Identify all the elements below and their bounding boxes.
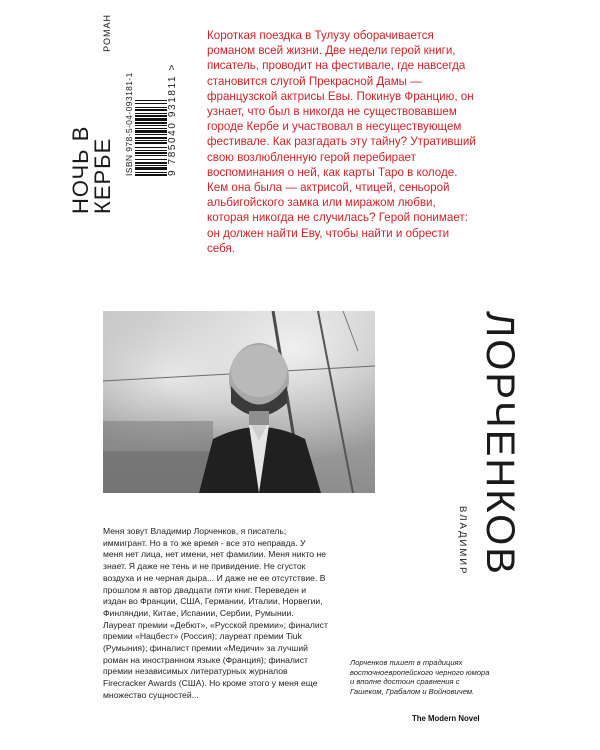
barcode-bar (135, 147, 167, 148)
barcode-bar (135, 174, 167, 176)
barcode-bar (135, 117, 167, 118)
book-title-spine (68, 14, 115, 214)
barcode-bar (135, 121, 167, 122)
barcode-bar (135, 99, 167, 100)
barcode-bar (135, 100, 167, 101)
barcode-bar (135, 104, 167, 107)
barcode-bars (135, 16, 167, 176)
barcode-bar (135, 173, 167, 174)
barcode-bar (135, 155, 167, 156)
barcode-digits: 9 785040 931811 > (167, 63, 178, 176)
barcode-bar (135, 128, 167, 129)
barcode-bar (135, 134, 167, 135)
barcode-bar (135, 125, 167, 126)
barcode-bar (135, 140, 167, 141)
barcode-bar (135, 151, 167, 152)
barcode-bar (135, 137, 167, 139)
barcode-bar (135, 156, 167, 159)
barcode-bar (135, 133, 167, 134)
barcode-bar (135, 154, 167, 155)
barcode-bar (135, 152, 167, 154)
barcode-bar (135, 118, 167, 121)
bio-text: Меня зовут Владимир Лорченков, я писатель; иммигрант. Но в то же время - все это неправда. У меня нет лица, нет имени, нет фамилии. Меня никто не знает. Я даже не тень и не привидение. Не сгусток воздуха и не черная дыра... И даже не ее отсутствие. В прошлом я автор двадцати пяти книг. Переведен и издан во Франции, США, Германии, Италии, Норвегии, Финляндии, Китае, Испании, Сербии, Румынии. Лауреат премии «Дебют», «Русской премии»; финалист премии «Нацбест» (Россия); лауреат премии Tiuk (Румыния); финалист премии «Медичи» за лучший роман на иностранном языке (Франция); финалист премии независимых литературных журналов Firecracker Awards (США). Но кроме этого у меня еще множество сущностей... (103, 526, 328, 700)
barcode-bar (135, 108, 167, 109)
book-genre: РОМАН (102, 14, 112, 52)
book-title: НОЧЬ В КЕРБЕ (68, 125, 115, 214)
barcode-bar (135, 101, 167, 103)
barcode-bar (135, 115, 167, 117)
barcode-bar (135, 103, 167, 104)
barcode-bar (135, 141, 167, 142)
barcode-bar (135, 162, 167, 164)
barcode-bar (135, 111, 167, 113)
author-first-name: ВЛАДИМИР (457, 506, 468, 576)
barcode-bar (135, 160, 167, 162)
author-photo (103, 311, 375, 493)
barcode-bar (135, 165, 167, 166)
barcode-bar (135, 113, 167, 114)
barcode-bar (135, 144, 167, 147)
isbn-text: ISBN 978-5-04-093181-1 (124, 72, 134, 176)
barcode-bar (135, 135, 167, 137)
barcode-bar (135, 122, 167, 124)
barcode-bar (135, 170, 167, 172)
author-bio (103, 526, 328, 702)
barcode-bar (135, 139, 167, 140)
barcode-bar (135, 109, 167, 111)
barcode-bar (135, 164, 167, 165)
barcode-bar (135, 107, 167, 108)
book-description (207, 28, 477, 256)
barcode-bar (135, 129, 167, 130)
barcode-bar (135, 148, 167, 150)
barcode-bar (135, 159, 167, 160)
author-last-name: ЛОРЧЕНКОВ (478, 311, 522, 576)
review-quote: Лорченков пишет в традициях восточноевропейского черного юмора и вполне достоин сравнения с Гашеком, Грабалом и Войновичем. (350, 658, 490, 696)
barcode-bar (135, 126, 167, 128)
isbn-barcode (124, 16, 184, 176)
description-text: Короткая поездка в Тулузу оборачивается романом всей жизни. Две недели герой книги, писатель, проводит на фестивале, где навсегда становится слугой Прекрасной Дамы — французской актрисы Евы. Покинув Францию, он узнает, что был в никогда не существовавшем городе Кербе и участвовал в несуществующем фестивале. Как разгадать эту тайну? Утративший свою возлюбленную герой перебирает воспоминания о ней, как карты Таро в колоде. Кем она была — актрисой, чтицей, сеньорой альбигойского замка или миражом любви, которая никогда не случилась? Герой понимает: он должен найти Еву, чтобы найти и обрести себя. (207, 29, 476, 255)
barcode-bar (135, 150, 167, 151)
barcode-bar (135, 114, 167, 115)
barcode-bar (135, 142, 167, 144)
series-name: The Modern Novel (412, 714, 480, 723)
barcode-bar (135, 172, 167, 173)
barcode-bar (135, 124, 167, 125)
barcode-bar (135, 130, 167, 133)
barcode-bar (135, 166, 167, 167)
barcode-bar (135, 167, 167, 170)
